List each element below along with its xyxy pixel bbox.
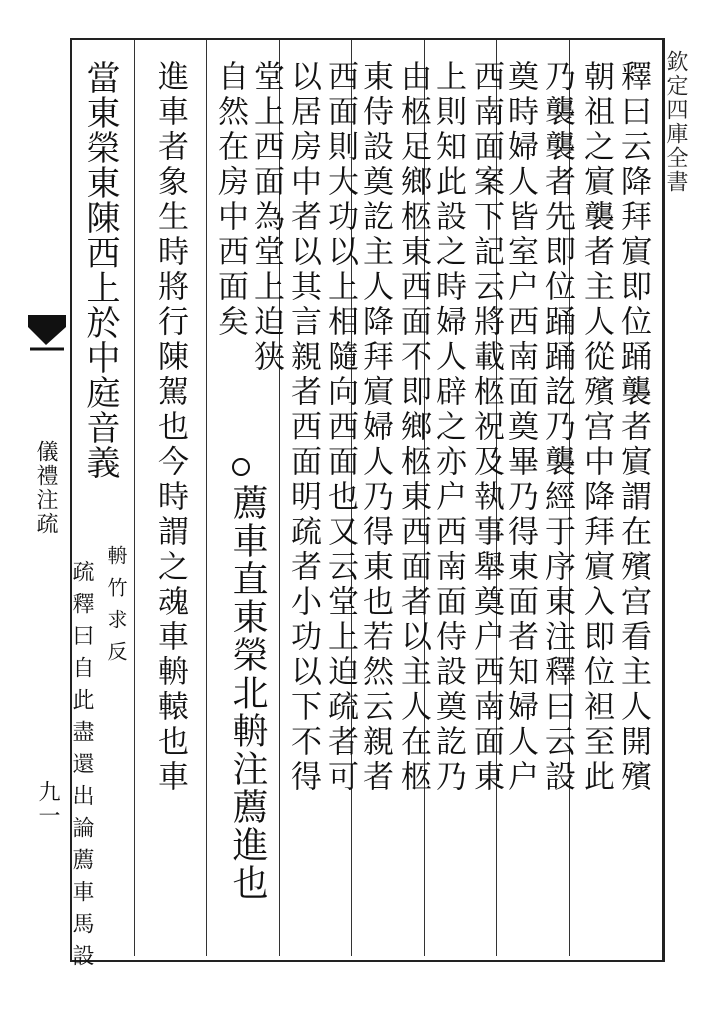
text-column-7: 由柩足鄉柩東西面不即鄉柩東西面者以主人在柩 [395, 60, 431, 795]
text-column-6: 上則知此設之時婦人辟之亦户西南面侍設奠訖乃 [430, 60, 466, 795]
column-rule [206, 40, 207, 956]
text-column-2: 朝祖之賔襲者主人從殯宫中降拜賔入即位袒至此 [578, 60, 614, 795]
text-column-8: 東侍設奠訖主人降拜賔婦人乃得東也若然云親者 [357, 60, 393, 795]
annotation-right: 輈竹求反 [104, 545, 128, 673]
text-column-14: 進車者象生時將行陳駕也今時謂之魂車輈轅也車 [152, 60, 188, 795]
page-number: 九一 [35, 780, 60, 828]
text-column-15: 當東榮東陳西上於中庭音義 [80, 60, 120, 480]
text-column-3: 乃襲襲者先即位踊踊訖乃襲經于序東注釋曰云設 [539, 60, 575, 795]
text-column-5: 西南面案下記云將載柩祝及執事舉奠户西南面東 [468, 60, 504, 795]
text-column-1: 釋曰云降拜賔即位踊襲者賔謂在殯宫看主人開殯 [615, 60, 651, 795]
column-rule [134, 40, 135, 956]
text-column-12: 自然在房中西面矣 [212, 60, 248, 340]
running-title: 欽定四庫全書 [663, 50, 688, 194]
book-title: 儀禮注疏 [33, 440, 58, 536]
text-column-10: 以居房中者以其言親者西面明疏者小功以下不得 [285, 60, 321, 795]
circle-mark [232, 458, 250, 476]
fish-tail-icon [28, 315, 66, 355]
text-column-4: 奠時婦人皆室户西南面奠畢乃得東面者知婦人户 [502, 60, 538, 795]
text-column-13: 薦車直東榮北輈注薦進也 [227, 484, 268, 902]
text-column-11: 堂上西面為堂上迫狭 [248, 60, 284, 375]
text-column-9: 西面則大功以上相隨向西面也又云堂上迫疏者可 [322, 60, 358, 795]
annotation-left: 疏釋曰自此盡還出論薦車馬設 [69, 560, 94, 976]
